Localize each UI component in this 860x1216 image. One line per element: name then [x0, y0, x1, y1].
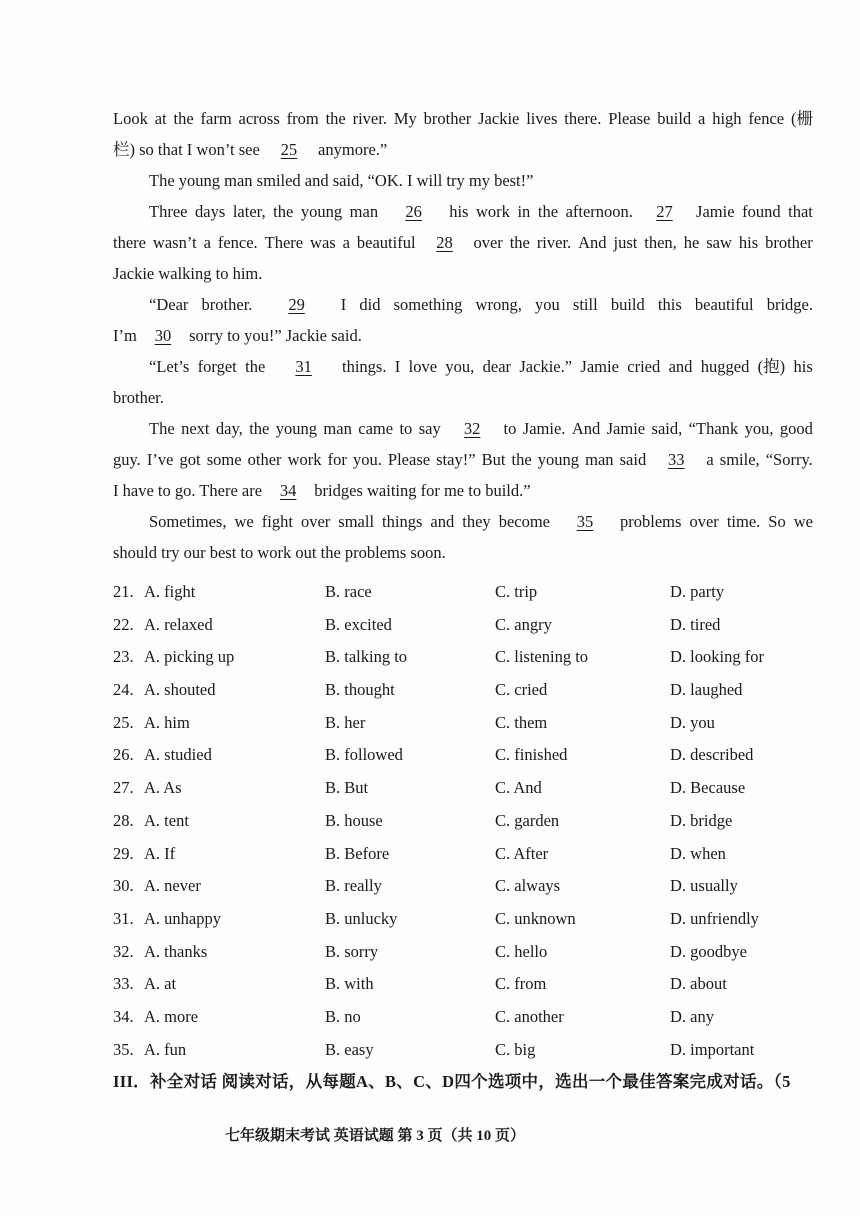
option-row	[113, 609, 813, 642]
option-b: B. unlucky	[325, 908, 398, 928]
question-number: 24.	[113, 680, 134, 700]
cloze-blank: 30	[154, 326, 172, 345]
option-b: B. talking to	[325, 647, 408, 667]
option-b: B. house	[325, 810, 383, 830]
option-d: D. usually	[670, 876, 738, 896]
option-d: D. unfriendly	[670, 908, 759, 928]
option-c: C. trip	[495, 582, 538, 601]
question-number: 23.	[113, 647, 134, 667]
option-c: C. unknown	[495, 908, 576, 928]
passage-line: I have to go. There are 34 bridges waiting for me to build.”	[113, 475, 813, 506]
option-row	[113, 772, 813, 805]
option-b: B. easy	[325, 1039, 374, 1059]
option-row	[113, 576, 813, 609]
cloze-passage	[113, 103, 813, 568]
passage-line: 栏) so that I won’t see 25 anymore.”	[113, 134, 813, 165]
option-b: B. Before	[325, 843, 390, 863]
cloze-blank: 34	[279, 481, 297, 500]
option-c: C. another	[495, 1006, 564, 1026]
section-heading: III．补全对话 阅读对话，从每题A、B、C、D四个选项中，选出一个最佳答案完成对话。（5	[113, 1072, 791, 1091]
passage-line: Jackie walking to him.	[113, 264, 263, 283]
answer-options	[113, 576, 813, 1066]
option-d: D. tired	[670, 614, 721, 634]
option-d: D. party	[670, 582, 725, 601]
question-number: 35.	[113, 1039, 134, 1059]
option-a: A. never	[144, 876, 201, 896]
question-number: 33.	[113, 974, 134, 994]
option-b: B. But	[325, 778, 369, 798]
passage-line: guy. I’ve got some other work for you. Please stay!” But the young man said 33 a smile, “Sorry.	[113, 444, 813, 475]
option-c: C. After	[495, 843, 549, 863]
passage-line: “Let’s forget the 31 things. I love you, dear Jackie.” Jamie cried and hugged (抱) his	[113, 351, 813, 382]
option-row	[113, 1034, 813, 1067]
passage-line: Three days later, the young man 26 his work in the afternoon. 27 Jamie found that	[113, 196, 813, 227]
option-d: D. Because	[670, 778, 746, 798]
option-row	[113, 870, 813, 903]
passage-line: brother.	[113, 388, 164, 407]
question-number: 32.	[113, 941, 134, 961]
option-c: C. And	[495, 778, 542, 798]
option-row	[113, 936, 813, 969]
cloze-blank: 28	[436, 233, 453, 252]
option-a: A. picking up	[144, 647, 235, 667]
cloze-blank: 32	[463, 419, 481, 438]
passage-line: I’m 30 sorry to you!” Jackie said.	[113, 320, 813, 351]
option-a: A. studied	[144, 745, 212, 765]
option-b: B. really	[325, 876, 382, 896]
option-a: A. unhappy	[144, 908, 221, 928]
option-row	[113, 707, 813, 740]
option-c: C. garden	[495, 810, 560, 830]
option-a: A. fun	[144, 1039, 187, 1059]
option-a: A. fight	[144, 582, 196, 601]
question-number: 30.	[113, 876, 134, 896]
option-a: A. shouted	[144, 680, 216, 700]
option-c: C. them	[495, 712, 548, 732]
question-number: 28.	[113, 810, 134, 830]
option-row	[113, 641, 813, 674]
question-number: 26.	[113, 745, 134, 765]
option-d: D. described	[670, 745, 754, 765]
option-d: D. goodbye	[670, 941, 747, 961]
option-a: A. at	[144, 974, 177, 994]
cloze-blank: 33	[668, 450, 685, 469]
option-b: B. with	[325, 974, 374, 994]
option-c: C. hello	[495, 941, 548, 961]
cloze-blank: 29	[288, 295, 305, 314]
passage-line: should try our best to work out the problems soon.	[113, 543, 446, 562]
option-b: B. followed	[325, 745, 403, 765]
passage-line: The next day, the young man came to say 32 to Jamie. And Jamie said, “Thank you, good	[113, 413, 813, 444]
question-number: 31.	[113, 908, 134, 928]
cloze-blank: 31	[295, 357, 312, 376]
option-a: A. As	[144, 778, 182, 798]
option-row	[113, 903, 813, 936]
option-b: B. excited	[325, 614, 392, 634]
option-row	[113, 805, 813, 838]
option-b: B. no	[325, 1006, 361, 1026]
option-b: B. race	[325, 582, 372, 601]
question-number: 25.	[113, 712, 134, 732]
option-d: D. when	[670, 843, 726, 863]
question-number: 21.	[113, 582, 134, 601]
question-number: 29.	[113, 843, 134, 863]
option-c: C. big	[495, 1039, 536, 1059]
option-row	[113, 674, 813, 707]
option-d: D. laughed	[670, 680, 743, 700]
question-number: 27.	[113, 778, 134, 798]
option-d: D. important	[670, 1039, 755, 1059]
cloze-blank: 27	[656, 202, 673, 221]
option-d: D. about	[670, 974, 727, 994]
passage-line: The young man smiled and said, “OK. I will try my best!”	[149, 171, 534, 190]
option-d: D. bridge	[670, 810, 733, 830]
option-c: C. listening to	[495, 647, 589, 667]
option-a: A. relaxed	[144, 614, 213, 634]
option-row	[113, 739, 813, 772]
option-row	[113, 968, 813, 1001]
passage-line: Look at the farm across from the river. My brother Jackie lives there. Please build a high fence (栅	[113, 109, 813, 128]
passage-line: there wasn’t a fence. There was a beautiful 28 over the river. And just then, he saw his brother	[113, 227, 813, 258]
option-row	[113, 838, 813, 871]
option-c: C. always	[495, 876, 561, 896]
option-a: A. If	[144, 843, 176, 863]
option-a: A. him	[144, 712, 190, 732]
option-b: B. thought	[325, 680, 395, 700]
option-row	[113, 1001, 813, 1034]
cloze-blank: 26	[405, 202, 422, 221]
option-c: C. angry	[495, 614, 552, 634]
question-number: 34.	[113, 1006, 134, 1026]
option-d: D. you	[670, 712, 715, 732]
option-d: D. looking for	[670, 647, 764, 667]
passage-line: Sometimes, we fight over small things and they become 35 problems over time. So we	[113, 506, 813, 537]
question-number: 22.	[113, 614, 134, 634]
option-b: B. sorry	[325, 941, 379, 961]
option-b: B. her	[325, 712, 366, 732]
option-a: A. thanks	[144, 941, 208, 961]
option-a: A. tent	[144, 810, 189, 830]
cloze-blank: 25	[280, 140, 298, 159]
cloze-blank: 35	[576, 512, 594, 531]
option-c: C. finished	[495, 745, 568, 765]
page-footer: 七年级期末考试 英语试题 第 3 页（共 10 页）	[224, 1128, 525, 1144]
passage-line: “Dear brother. 29 I did something wrong, you still build this beautiful bridge.	[113, 289, 813, 320]
option-c: C. cried	[495, 680, 548, 700]
option-d: D. any	[670, 1006, 714, 1026]
option-c: C. from	[495, 974, 547, 994]
option-a: A. more	[144, 1006, 199, 1026]
